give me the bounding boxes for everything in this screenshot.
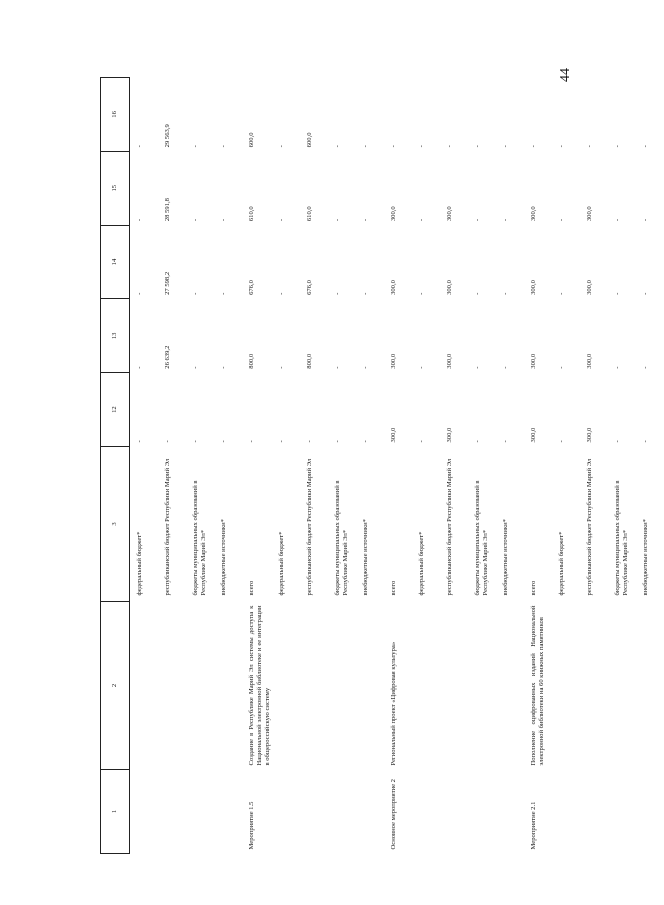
value-cell: - [529, 145, 537, 148]
row-title [272, 602, 300, 770]
value-cell: - [277, 145, 285, 148]
value-cell: - [136, 292, 143, 295]
column-header-12: 12 [101, 373, 130, 447]
row-title [608, 602, 636, 770]
header-row [101, 78, 130, 854]
value-cell: - [417, 292, 425, 295]
value-cell: 600,0 [247, 132, 255, 148]
table-row [158, 78, 186, 854]
value-cell: 300,0 [529, 353, 537, 369]
row-code [158, 770, 186, 854]
row-code [608, 770, 636, 854]
value-cell: - [361, 218, 369, 222]
funding-source: всего [247, 580, 255, 596]
value-cell: 300,0 [389, 353, 397, 369]
value-cell: 300,0 [529, 427, 537, 443]
table-row [552, 78, 580, 854]
value-cell: - [417, 145, 425, 148]
value-cell: - [333, 440, 341, 443]
row-title [552, 602, 580, 770]
value-cell: - [361, 145, 369, 148]
row-code [412, 770, 440, 854]
value-cell: - [136, 366, 143, 369]
funding-table [100, 77, 664, 854]
value-cell: - [473, 292, 481, 295]
funding-source: внебюджетные источники* [361, 519, 369, 596]
column-header-14: 14 [101, 225, 130, 299]
row-title [356, 602, 384, 770]
row-code [214, 770, 242, 854]
value-cell: 300,0 [585, 280, 593, 295]
row-code [468, 770, 496, 854]
value-cell: - [277, 440, 285, 443]
value-cell: - [136, 145, 143, 148]
value-cell: - [445, 145, 453, 148]
value-cell: 300,0 [529, 206, 537, 222]
table-row [608, 78, 636, 854]
value-cell: - [641, 440, 649, 443]
funding-source: всего [389, 580, 397, 596]
value-cell: 300,0 [445, 280, 453, 295]
value-cell: 300,0 [389, 280, 397, 295]
funding-source: бюджеты муниципальных образований в Республике Марий Эл* [473, 480, 489, 596]
table-row [412, 78, 440, 854]
rotated-table-container [100, 78, 649, 854]
value-cell: 800,0 [247, 353, 255, 369]
value-cell: - [191, 292, 199, 295]
row-code [552, 770, 580, 854]
column-header-16: 16 [101, 78, 130, 152]
value-cell: - [333, 218, 341, 222]
column-header-2: 2 [101, 602, 130, 770]
value-cell: 300,0 [445, 427, 453, 443]
value-cell: - [613, 218, 621, 222]
row-title: Пополнение оцифрованных изданий Национальной электронной библиотеки на 60 книжных памятников [529, 605, 545, 766]
value-cell: - [613, 440, 621, 443]
table-row [580, 78, 608, 854]
table-body [130, 78, 664, 854]
value-cell: - [557, 440, 565, 443]
funding-source: федеральный бюджет* [277, 531, 285, 596]
row-title [440, 602, 468, 770]
row-code [356, 770, 384, 854]
row-code [636, 770, 664, 854]
value-cell: - [557, 145, 565, 148]
row-code: Основное мероприятие 2 [389, 779, 397, 850]
row-title [496, 602, 524, 770]
value-cell: - [277, 218, 285, 222]
table-row [214, 78, 242, 854]
funding-source: внебюджетные источники* [641, 519, 649, 596]
table-header [101, 78, 130, 854]
row-title [300, 602, 328, 770]
value-cell: - [219, 292, 227, 295]
value-cell: 676,0 [247, 280, 255, 295]
value-cell: - [501, 292, 509, 295]
column-header-13: 13 [101, 299, 130, 373]
column-header-1: 1 [101, 770, 130, 854]
row-title [158, 602, 186, 770]
funding-source: федеральный бюджет* [557, 531, 565, 596]
value-cell: - [641, 292, 649, 295]
funding-source: федеральный бюджет* [417, 531, 425, 596]
value-cell: 600,0 [305, 132, 313, 148]
value-cell: - [473, 366, 481, 369]
value-cell: - [613, 366, 621, 369]
row-code [580, 770, 608, 854]
value-cell: 676,0 [305, 280, 313, 295]
value-cell: - [613, 292, 621, 295]
value-cell: 800,0 [305, 353, 313, 369]
value-cell: - [277, 366, 285, 369]
row-title: Региональный проект «Цифровая культура» [389, 641, 397, 766]
value-cell: - [361, 440, 369, 443]
value-cell: 27 598,2 [163, 271, 171, 295]
value-cell: - [585, 145, 593, 148]
value-cell: 300,0 [585, 353, 593, 369]
table-row [496, 78, 524, 854]
value-cell: - [417, 440, 425, 443]
value-cell: - [219, 218, 227, 222]
table-row [384, 78, 412, 854]
page-number-text: 44 [558, 68, 573, 82]
funding-source: бюджеты муниципальных образований в Республике Марий Эл* [333, 480, 349, 596]
value-cell: 300,0 [389, 427, 397, 443]
table-row [242, 78, 272, 854]
row-code [328, 770, 356, 854]
funding-source: бюджеты муниципальных образований в Республике Марий Эл* [191, 480, 207, 596]
value-cell: - [305, 440, 313, 443]
value-cell: - [501, 218, 509, 222]
column-header-15: 15 [101, 151, 130, 225]
value-cell: - [473, 145, 481, 148]
row-code [496, 770, 524, 854]
value-cell: 28 591,8 [163, 198, 171, 222]
row-code [300, 770, 328, 854]
value-cell: - [417, 218, 425, 222]
value-cell: 300,0 [445, 206, 453, 222]
value-cell: - [501, 440, 509, 443]
row-title [412, 602, 440, 770]
value-cell: - [136, 218, 143, 222]
value-cell: - [247, 440, 255, 443]
value-cell: - [557, 292, 565, 295]
table-row [356, 78, 384, 854]
column-header-3: 3 [101, 447, 130, 602]
value-cell: 300,0 [389, 206, 397, 222]
row-title: Создание в Республике Марий Эл системы доступа к Национальной электронной библиотеке и ее интеграции в общероссийскую систему [247, 605, 271, 766]
value-cell: 300,0 [585, 206, 593, 222]
table-row [328, 78, 356, 854]
table-row [636, 78, 664, 854]
table-row [300, 78, 328, 854]
table-row [272, 78, 300, 854]
table-row [468, 78, 496, 854]
funding-source: республиканский бюджет Республики Марий Эл [305, 458, 313, 596]
row-title [468, 602, 496, 770]
value-cell: - [501, 145, 509, 148]
funding-source: внебюджетные источники* [501, 519, 509, 596]
value-cell: - [641, 145, 649, 148]
value-cell: - [473, 218, 481, 222]
funding-source: всего [529, 580, 537, 596]
funding-source: бюджеты муниципальных образований в Республике Марий Эл* [613, 480, 629, 596]
value-cell: 300,0 [445, 353, 453, 369]
value-cell: 26 639,2 [163, 345, 171, 369]
table-row [524, 78, 552, 854]
value-cell: - [417, 366, 425, 369]
value-cell: - [641, 218, 649, 222]
value-cell: 300,0 [529, 280, 537, 295]
row-code [130, 770, 158, 854]
funding-source: республиканский бюджет Республики Марий Эл [445, 458, 453, 596]
row-title [186, 602, 214, 770]
funding-source: федеральный бюджет* [136, 531, 143, 596]
row-title [636, 602, 664, 770]
value-cell: - [191, 366, 199, 369]
funding-source: республиканский бюджет Республики Марий Эл [585, 458, 593, 596]
value-cell: - [136, 440, 143, 443]
value-cell: - [163, 440, 171, 443]
value-cell: - [361, 292, 369, 295]
value-cell: - [641, 366, 649, 369]
value-cell: - [219, 440, 227, 443]
value-cell: - [389, 145, 397, 148]
row-code: Мероприятие 1.5 [247, 801, 255, 850]
row-code [440, 770, 468, 854]
value-cell: - [333, 292, 341, 295]
value-cell: 610,0 [247, 206, 255, 222]
value-cell: - [333, 366, 341, 369]
value-cell: - [277, 292, 285, 295]
value-cell: 300,0 [585, 427, 593, 443]
value-cell: - [333, 145, 341, 148]
row-code: Мероприятие 2.1 [529, 801, 537, 850]
table-row [440, 78, 468, 854]
value-cell: - [557, 218, 565, 222]
value-cell: - [473, 440, 481, 443]
funding-source: республиканский бюджет Республики Марий Эл [163, 458, 171, 596]
value-cell: - [219, 145, 227, 148]
row-title [580, 602, 608, 770]
table-row [186, 78, 214, 854]
value-cell: - [361, 366, 369, 369]
value-cell: 610,0 [305, 206, 313, 222]
value-cell: - [557, 366, 565, 369]
value-cell: - [613, 145, 621, 148]
value-cell: - [501, 366, 509, 369]
value-cell: - [191, 145, 199, 148]
row-code [272, 770, 300, 854]
value-cell: - [191, 440, 199, 443]
funding-source: внебюджетные источники* [219, 519, 227, 596]
row-title [328, 602, 356, 770]
row-title [214, 602, 242, 770]
row-title [130, 602, 158, 770]
value-cell: 29 563,9 [163, 124, 171, 148]
value-cell: - [219, 366, 227, 369]
value-cell: - [191, 218, 199, 222]
row-code [186, 770, 214, 854]
table-row [130, 78, 158, 854]
